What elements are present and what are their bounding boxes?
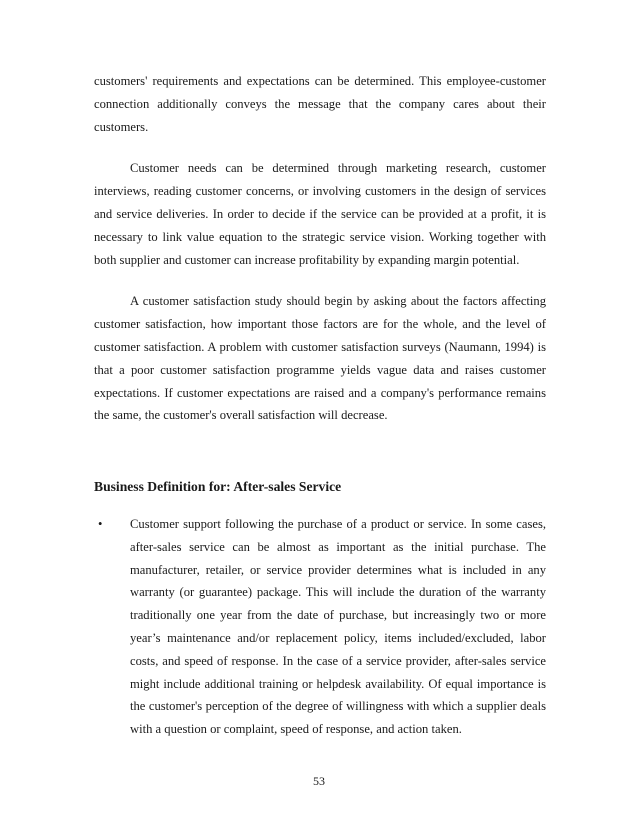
section-heading: Business Definition for: After-sales Service (94, 479, 342, 494)
list-item-text: Customer support following the purchase of a product or service. In some cases, after-sales service can be almost as important as the initial purchase. The manufacturer, retailer, or service provider determines what is included in any warranty (or guarantee) package. This will include the duration of the warranty traditionally one year from the date of purchase, but increasingly two or more year’s maintenance and/or replacement policy, items included/excluded, labor costs, and speed of response. In the case of a service provider, after-sales service might include additional training or helpdesk availability. Of equal importance is the customer's perception of the degree of willingness with which a supplier deals with a question or complaint, speed of response, and action taken. (130, 517, 546, 737)
bullet-list (94, 513, 546, 741)
paragraph-customer-needs: Customer needs can be determined through marketing research, customer interviews, reading customer concerns, or involving customers in the design of services and service deliveries. In order to decide if the service can be provided at a profit, it is necessary to link value equation to the strategic service vision. Working together with both supplier and customer can increase profitability by expanding margin potential. (94, 161, 546, 267)
paragraph-continued: customers' requirements and expectations can be determined. This employee-customer connection additionally conveys the message that the company cares about their customers. (94, 74, 546, 134)
page-number: 53 (313, 774, 325, 788)
paragraph-satisfaction-study: A customer satisfaction study should begin by asking about the factors affecting customer satisfaction, how important those factors are for the whole, and the level of customer satisfaction. A problem with customer satisfaction surveys (Naumann, 1994) is that a poor customer satisfaction programme yields vague data and raises customer expectations. If customer expectations are raised and a company's performance remains the same, the customer's overall satisfaction will decrease. (94, 294, 546, 423)
list-item (94, 513, 546, 741)
document-body (94, 70, 546, 737)
bullet-icon (94, 513, 130, 536)
